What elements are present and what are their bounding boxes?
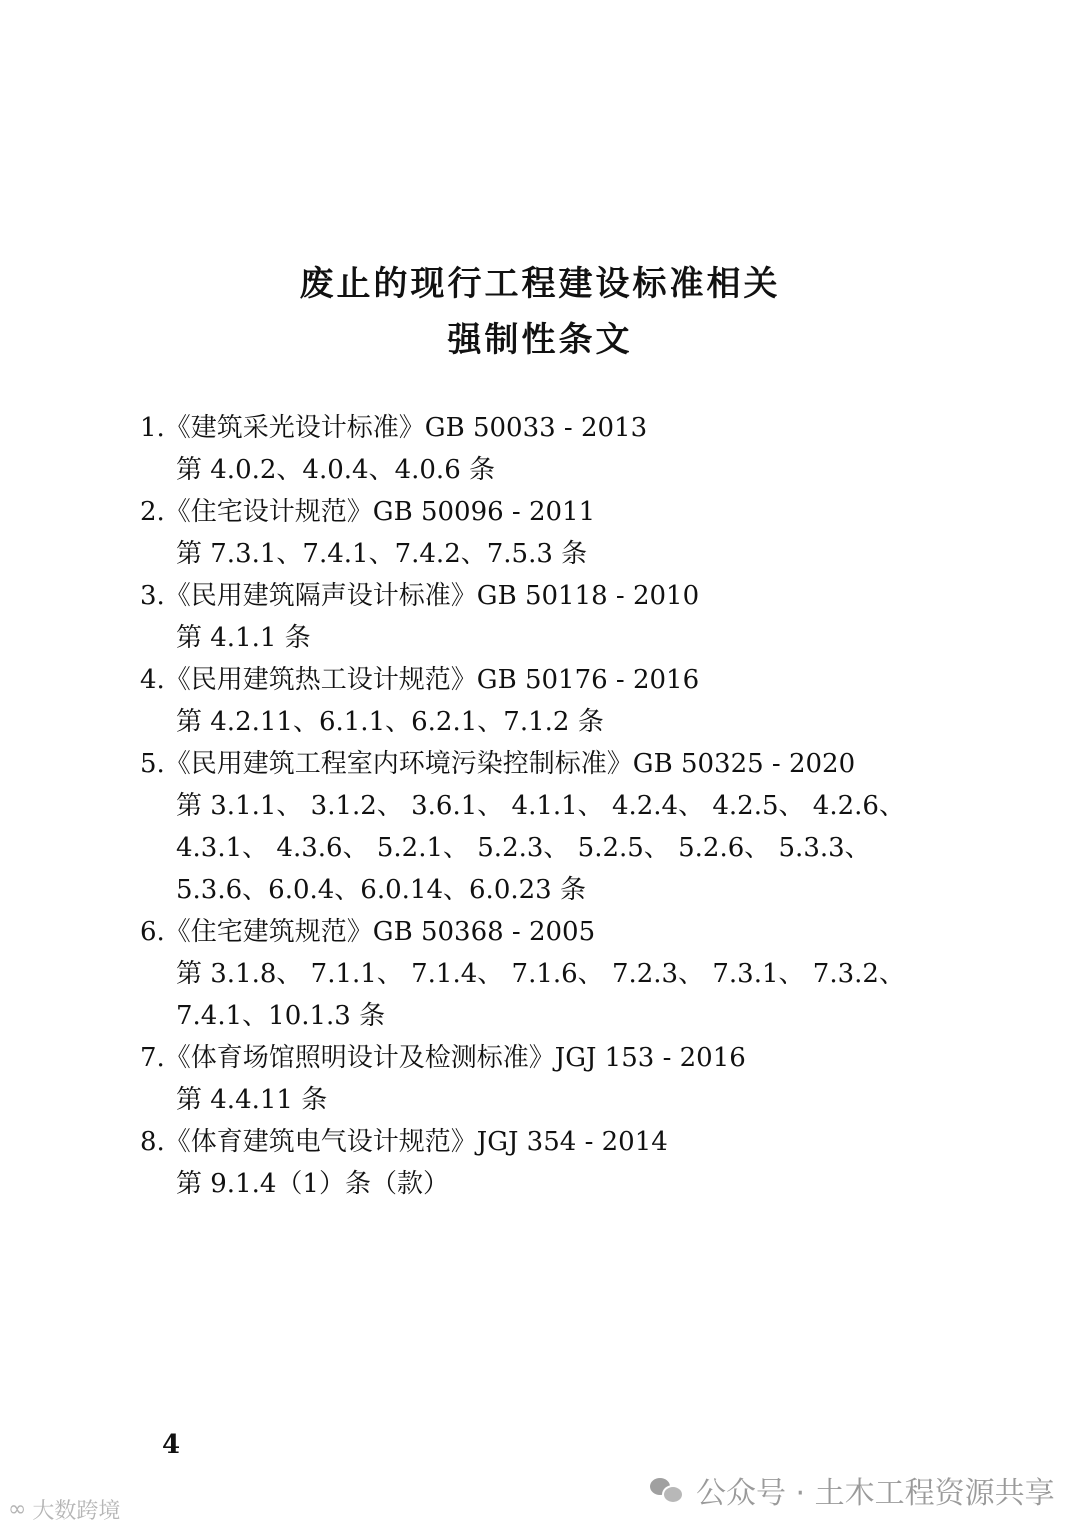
wechat-watermark — [650, 1468, 1055, 1512]
clause-list: 第 4.4.11 条 — [176, 1085, 328, 1115]
standard-entry — [140, 407, 940, 491]
clause-list: 第 3.1.1、 3.1.2、 3.6.1、 4.1.1、 4.2.4、 4.2.5、 4.2.6、 — [176, 791, 905, 821]
clause-list: 4.3.1、 4.3.6、 5.2.1、 5.2.3、 5.2.5、 5.2.6、 5.3.3、 — [176, 833, 871, 863]
standard-title: 7.《体育场馆照明设计及检测标准》JGJ 153 - 2016 — [140, 1043, 746, 1073]
clause-list: 第 4.0.2、4.0.4、4.0.6 条 — [176, 455, 495, 485]
standard-title: 8.《体育建筑电气设计规范》JGJ 354 - 2014 — [140, 1127, 668, 1157]
standard-title: 1.《建筑采光设计标准》GB 50033 - 2013 — [140, 413, 648, 443]
standard-entry — [140, 1037, 940, 1121]
standards-list — [140, 407, 940, 1205]
corner-watermark-text: 大数跨境 — [32, 1499, 121, 1524]
standard-title: 4.《民用建筑热工设计规范》GB 50176 - 2016 — [140, 665, 700, 695]
standard-title: 6.《住宅建筑规范》GB 50368 - 2005 — [140, 917, 596, 947]
corner-watermark — [8, 1494, 120, 1525]
standard-title: 2.《住宅设计规范》GB 50096 - 2011 — [140, 497, 596, 527]
page-title-line-2: 强制性条文 — [447, 320, 633, 360]
page-number: 4 — [162, 1430, 181, 1460]
standard-entry — [140, 1121, 940, 1205]
standard-entry — [140, 911, 940, 1037]
clause-list: 7.4.1、10.1.3 条 — [176, 1001, 386, 1031]
infinity-logo-icon: ∞ — [8, 1497, 27, 1522]
clause-list: 5.3.6、6.0.4、6.0.14、6.0.23 条 — [176, 875, 586, 905]
standard-entry — [140, 659, 940, 743]
clause-list: 第 4.1.1 条 — [176, 623, 311, 653]
standard-entry — [140, 491, 940, 575]
wechat-icon — [650, 1476, 682, 1504]
standard-entry — [140, 575, 940, 659]
clause-list: 第 3.1.8、 7.1.1、 7.1.4、 7.1.6、 7.2.3、 7.3.1、 7.3.2、 — [176, 959, 905, 989]
standard-entry — [140, 743, 940, 911]
clause-list: 第 4.2.11、6.1.1、6.2.1、7.1.2 条 — [176, 707, 604, 737]
standard-title: 5.《民用建筑工程室内环境污染控制标准》GB 50325 - 2020 — [140, 749, 856, 779]
wechat-watermark-text: 公众号 · 土木工程资源共享 — [696, 1476, 1055, 1511]
page-title-line-1: 废止的现行工程建设标准相关 — [299, 264, 781, 304]
clause-list: 第 7.3.1、7.4.1、7.4.2、7.5.3 条 — [176, 539, 588, 569]
standard-title: 3.《民用建筑隔声设计标准》GB 50118 - 2010 — [140, 581, 700, 611]
clause-list: 第 9.1.4（1）条（款） — [176, 1169, 449, 1199]
